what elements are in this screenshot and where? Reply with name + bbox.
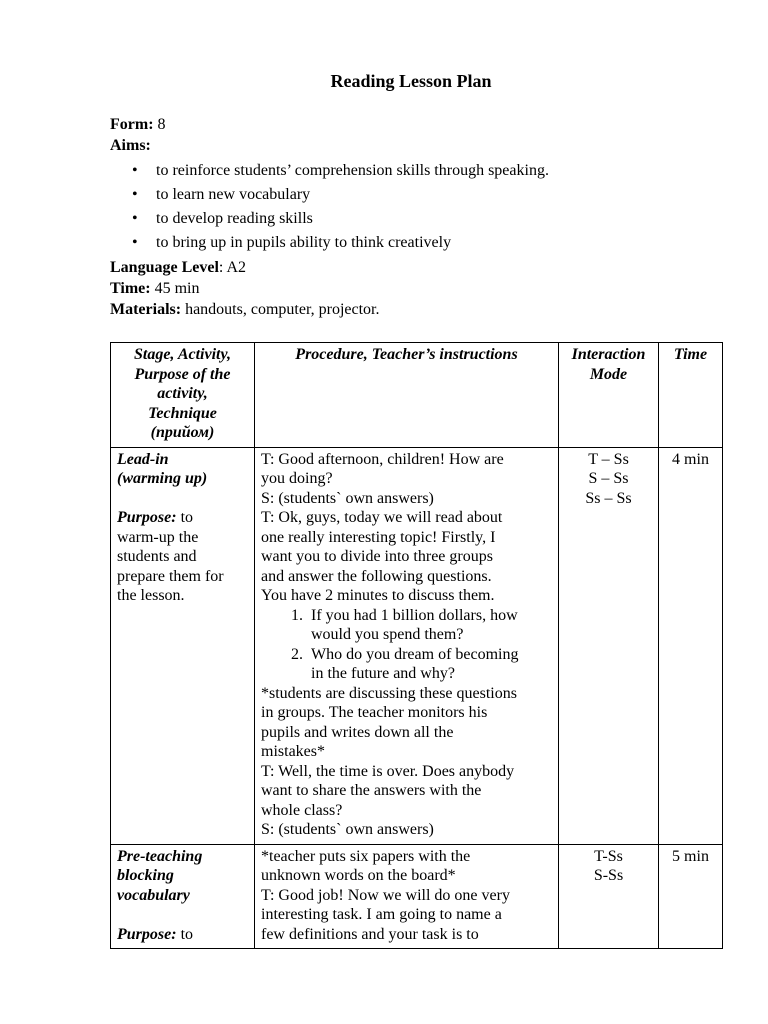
table-row [111,447,723,844]
list-item: • to learn new vocabulary [110,183,730,207]
time-value: 45 min [150,280,200,297]
list-item: • to bring up in pupils ability to think creatively [110,231,730,255]
aims-heading [110,135,730,156]
page-title: Reading Lesson Plan [330,71,492,91]
bullet-icon: • [132,186,138,203]
purpose-text: warm-up the [117,528,199,546]
procedure-cell: *teacher puts six papers with the unknown words on the board* T: Good job! Now we will do one very interesting task. I am going to name a few definitions and your task is to [255,844,559,949]
list-item: 1. If you had 1 billion dollars, how would you spend them? [307,606,552,645]
time-cell: 5 min [659,844,723,949]
stage-cell [111,447,255,844]
purpose: Purpose: to [117,509,194,526]
form-label: Form: [110,116,154,133]
procedure-cell: T: Good afternoon, children! How are you doing? S: (students` own answers) T: Ok, guys, today we will read about one really interesting topic! Firstly, I want you to divide into three groups and answer the following questions. You have 2 minutes to discuss them. 1. If you had 1 billion dollars, how would you spend them? 2. Who do you dream of becoming in the future and why? *students are discussing these questions in groups. The teacher monitors his pupils and writes down all the mistakes* T: Well, the time is over. Does anybody want to share the answers with the whole class? S: (students` own answers) [255,447,559,844]
stage-name: Pre-teaching [117,847,203,865]
stage-name: blocking [117,867,174,884]
language-level-label: Language Level [110,259,219,276]
aims-list [110,159,730,255]
purpose-text: prepare them for [117,567,224,585]
interaction-cell: T-Ss S-Ss [559,844,659,949]
list-item: 2. Who do you dream of becoming in the future and why? [307,645,552,684]
purpose: Purpose: to [117,925,194,943]
materials-value: handouts, computer, projector. [181,301,380,318]
time-line [110,278,730,299]
form-value: 8 [157,116,166,133]
purpose-text: students and [117,548,197,565]
language-level-line [110,257,730,278]
time-label: Time: [110,280,151,297]
stage-name: Lead-in [117,450,169,468]
bullet-icon: • [132,234,138,251]
table-header-row [111,343,723,448]
form-line [110,114,730,135]
materials-line [110,299,730,320]
lesson-meta [110,114,730,320]
header-procedure: Procedure, Teacher’s instructions [255,343,559,448]
lesson-plan-table [110,342,723,949]
purpose-text: the lesson. [117,587,185,604]
list-item: • to reinforce students’ comprehension skills through speaking. [110,159,730,183]
interaction-cell: T – Ss S – Ss Ss – Ss [559,447,659,844]
stage-cell [111,844,255,949]
header-interaction: Interaction Mode [559,343,659,448]
aims-label: Aims: [110,137,151,154]
materials-label: Materials: [110,301,182,318]
question-list [261,606,552,684]
time-cell: 4 min [659,447,723,844]
bullet-icon: • [132,210,138,227]
stage-name: (warming up) [117,470,208,487]
header-stage: Stage, Activity, Purpose of the activity, Technique (прийом) [111,343,255,448]
stage-name: vocabulary [117,886,190,904]
table-row [111,844,723,949]
header-time: Time [659,343,723,448]
bullet-icon: • [132,162,138,179]
list-item: • to develop reading skills [110,207,730,231]
language-level-value: : A2 [218,259,247,276]
